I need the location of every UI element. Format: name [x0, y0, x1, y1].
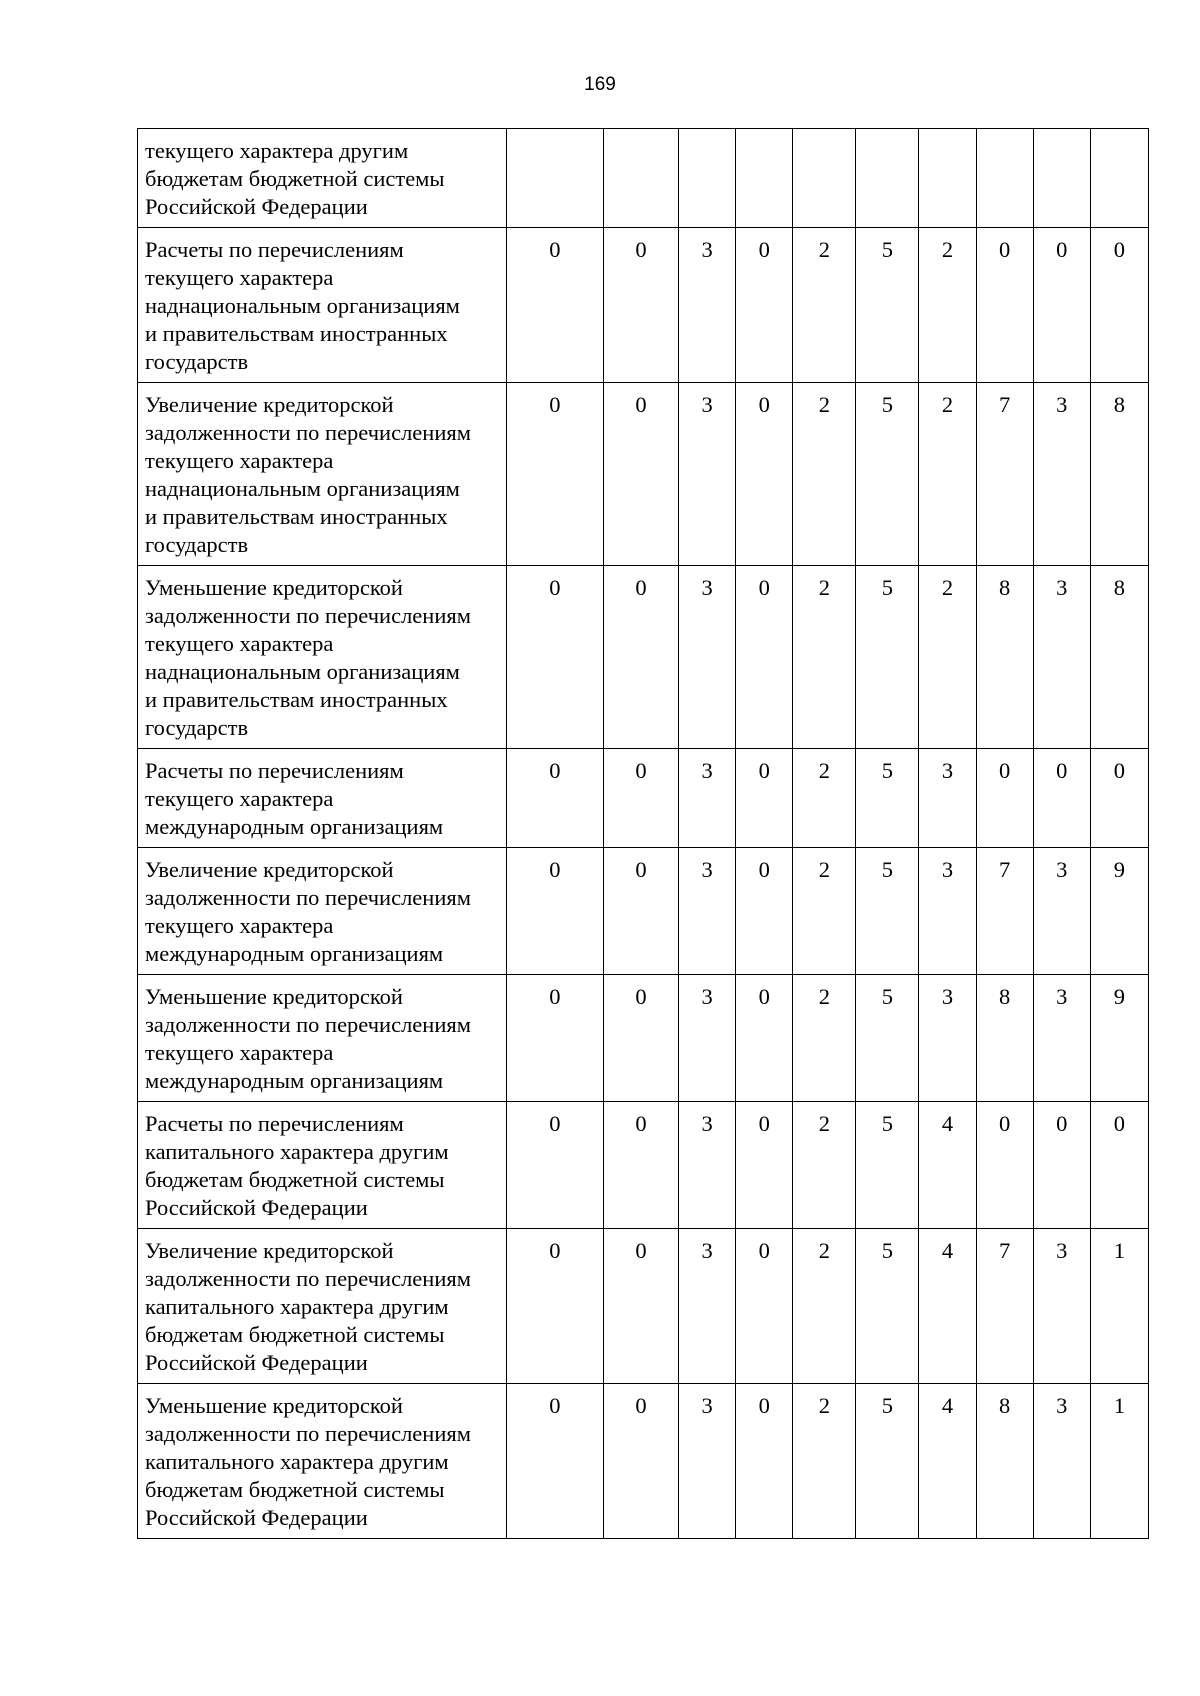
- code-digit-cell: [603, 129, 678, 228]
- description-line: Расчеты по перечислениям: [145, 1111, 404, 1136]
- code-digit-cell: 0: [603, 566, 678, 749]
- code-digit-cell: 0: [603, 383, 678, 566]
- code-digit-cell: 0: [506, 566, 603, 749]
- code-digit-cell: 0: [603, 848, 678, 975]
- code-digit-cell: 7: [976, 1229, 1033, 1384]
- table-row: [138, 566, 1149, 749]
- code-digit-cell: 0: [506, 1229, 603, 1384]
- code-digit-cell: 0: [506, 228, 603, 383]
- code-digit-cell: 5: [856, 975, 919, 1102]
- code-digit-cell: 5: [856, 848, 919, 975]
- row-description: [138, 848, 507, 975]
- description-line: текущего характера: [145, 786, 334, 811]
- description-line: наднациональным организациям: [145, 659, 460, 684]
- description-line: текущего характера: [145, 448, 334, 473]
- table-row: [138, 129, 1149, 228]
- code-digit-cell: [506, 129, 603, 228]
- code-digit-cell: 7: [976, 848, 1033, 975]
- code-digit-cell: 0: [736, 383, 793, 566]
- code-digit-cell: 3: [919, 749, 976, 848]
- description-line: Расчеты по перечислениям: [145, 758, 404, 783]
- code-digit-cell: 3: [1033, 975, 1090, 1102]
- code-digit-cell: 0: [736, 1384, 793, 1539]
- description-line: Уменьшение кредиторской: [145, 984, 403, 1009]
- row-description: [138, 129, 507, 228]
- code-digit-cell: 2: [793, 566, 856, 749]
- code-digit-cell: 0: [603, 228, 678, 383]
- code-digit-cell: 2: [793, 228, 856, 383]
- code-digit-cell: 9: [1090, 975, 1148, 1102]
- code-digit-cell: 3: [919, 848, 976, 975]
- description-line: Российской Федерации: [145, 194, 368, 219]
- table-row: [138, 1229, 1149, 1384]
- description-line: задолженности по перечислениям: [145, 1012, 471, 1037]
- row-description: [138, 1102, 507, 1229]
- description-line: задолженности по перечислениям: [145, 1421, 471, 1446]
- code-digit-cell: 2: [793, 1384, 856, 1539]
- row-description: [138, 1384, 507, 1539]
- description-line: и правительствам иностранных: [145, 321, 448, 346]
- description-line: государств: [145, 349, 249, 374]
- table-row: [138, 848, 1149, 975]
- code-digit-cell: 3: [1033, 1384, 1090, 1539]
- code-digit-cell: 2: [793, 749, 856, 848]
- code-digit-cell: 2: [919, 383, 976, 566]
- description-line: бюджетам бюджетной системы: [145, 166, 445, 191]
- code-digit-cell: [976, 129, 1033, 228]
- code-digit-cell: 0: [506, 383, 603, 566]
- code-digit-cell: 5: [856, 1384, 919, 1539]
- description-line: капитального характера другим: [145, 1449, 449, 1474]
- table-row: [138, 975, 1149, 1102]
- code-digit-cell: 0: [976, 749, 1033, 848]
- code-digit-cell: 4: [919, 1102, 976, 1229]
- description-line: бюджетам бюджетной системы: [145, 1477, 445, 1502]
- code-digit-cell: 4: [919, 1384, 976, 1539]
- code-digit-cell: 1: [1090, 1384, 1148, 1539]
- code-digit-cell: 5: [856, 228, 919, 383]
- code-digit-cell: 8: [1090, 383, 1148, 566]
- code-digit-cell: 0: [1033, 749, 1090, 848]
- code-digit-cell: 3: [679, 848, 736, 975]
- code-digit-cell: 5: [856, 383, 919, 566]
- code-digit-cell: 3: [679, 1384, 736, 1539]
- code-digit-cell: 2: [919, 228, 976, 383]
- code-digit-cell: 0: [1090, 749, 1148, 848]
- description-line: Расчеты по перечислениям: [145, 237, 404, 262]
- description-line: международным организациям: [145, 1068, 444, 1093]
- description-line: текущего характера: [145, 265, 334, 290]
- code-digit-cell: [856, 129, 919, 228]
- account-codes-table: [137, 128, 1149, 1539]
- code-digit-cell: 4: [919, 1229, 976, 1384]
- code-digit-cell: 3: [679, 1229, 736, 1384]
- page-number: 169: [584, 74, 616, 95]
- description-line: наднациональным организациям: [145, 293, 460, 318]
- code-digit-cell: 7: [976, 383, 1033, 566]
- code-digit-cell: 8: [976, 975, 1033, 1102]
- description-line: задолженности по перечислениям: [145, 603, 471, 628]
- code-digit-cell: 3: [679, 228, 736, 383]
- code-digit-cell: 2: [793, 848, 856, 975]
- code-digit-cell: 0: [736, 1229, 793, 1384]
- code-digit-cell: 2: [793, 1229, 856, 1384]
- code-digit-cell: 8: [1090, 566, 1148, 749]
- code-digit-cell: 3: [1033, 1229, 1090, 1384]
- code-digit-cell: 9: [1090, 848, 1148, 975]
- description-line: капитального характера другим: [145, 1294, 449, 1319]
- code-digit-cell: 3: [1033, 848, 1090, 975]
- code-digit-cell: 0: [506, 749, 603, 848]
- description-line: бюджетам бюджетной системы: [145, 1322, 445, 1347]
- code-digit-cell: 0: [736, 228, 793, 383]
- description-line: Увеличение кредиторской: [145, 392, 394, 417]
- description-line: капитального характера другим: [145, 1139, 449, 1164]
- code-digit-cell: 0: [603, 1229, 678, 1384]
- code-digit-cell: 2: [793, 1102, 856, 1229]
- code-digit-cell: 3: [679, 975, 736, 1102]
- code-digit-cell: [1090, 129, 1148, 228]
- code-digit-cell: 0: [506, 1102, 603, 1229]
- description-line: Уменьшение кредиторской: [145, 575, 403, 600]
- description-line: задолженности по перечислениям: [145, 1266, 471, 1291]
- code-digit-cell: 0: [736, 975, 793, 1102]
- row-description: [138, 975, 507, 1102]
- code-digit-cell: 2: [919, 566, 976, 749]
- code-digit-cell: 0: [603, 1384, 678, 1539]
- description-line: Уменьшение кредиторской: [145, 1393, 403, 1418]
- code-digit-cell: 0: [506, 1384, 603, 1539]
- code-digit-cell: 2: [793, 383, 856, 566]
- description-line: государств: [145, 715, 249, 740]
- table-row: [138, 1102, 1149, 1229]
- code-digit-cell: 0: [1033, 228, 1090, 383]
- description-line: Российской Федерации: [145, 1505, 368, 1530]
- description-line: текущего характера: [145, 1040, 334, 1065]
- description-line: текущего характера: [145, 913, 334, 938]
- code-digit-cell: 3: [679, 383, 736, 566]
- code-digit-cell: 5: [856, 749, 919, 848]
- description-line: задолженности по перечислениям: [145, 420, 471, 445]
- description-line: государств: [145, 532, 249, 557]
- code-digit-cell: 3: [679, 566, 736, 749]
- description-line: бюджетам бюджетной системы: [145, 1167, 445, 1192]
- row-description: [138, 228, 507, 383]
- description-line: Российской Федерации: [145, 1195, 368, 1220]
- row-description: [138, 566, 507, 749]
- description-line: Увеличение кредиторской: [145, 1238, 394, 1263]
- row-description: [138, 1229, 507, 1384]
- description-line: международным организациям: [145, 941, 444, 966]
- table-row: [138, 228, 1149, 383]
- description-line: и правительствам иностранных: [145, 687, 448, 712]
- description-line: и правительствам иностранных: [145, 504, 448, 529]
- table-row: [138, 749, 1149, 848]
- code-digit-cell: 0: [1090, 1102, 1148, 1229]
- code-digit-cell: 0: [1033, 1102, 1090, 1229]
- code-digit-cell: [1033, 129, 1090, 228]
- row-description: [138, 383, 507, 566]
- description-line: текущего характера: [145, 631, 334, 656]
- description-line: международным организациям: [145, 814, 444, 839]
- code-digit-cell: 0: [736, 848, 793, 975]
- code-digit-cell: 5: [856, 1102, 919, 1229]
- code-digit-cell: 0: [506, 975, 603, 1102]
- code-digit-cell: 5: [856, 566, 919, 749]
- code-digit-cell: 8: [976, 1384, 1033, 1539]
- code-digit-cell: 0: [736, 1102, 793, 1229]
- description-line: Российской Федерации: [145, 1350, 368, 1375]
- code-digit-cell: 2: [793, 975, 856, 1102]
- code-digit-cell: [919, 129, 976, 228]
- code-digit-cell: 0: [603, 975, 678, 1102]
- code-digit-cell: 1: [1090, 1229, 1148, 1384]
- description-line: наднациональным организациям: [145, 476, 460, 501]
- code-digit-cell: 0: [976, 1102, 1033, 1229]
- code-digit-cell: [736, 129, 793, 228]
- code-digit-cell: 3: [919, 975, 976, 1102]
- code-digit-cell: 0: [976, 228, 1033, 383]
- code-digit-cell: 0: [1090, 228, 1148, 383]
- code-digit-cell: 3: [1033, 383, 1090, 566]
- code-digit-cell: [679, 129, 736, 228]
- description-line: Увеличение кредиторской: [145, 857, 394, 882]
- table-body: [138, 129, 1149, 1539]
- code-digit-cell: 3: [679, 749, 736, 848]
- row-description: [138, 749, 507, 848]
- table-row: [138, 383, 1149, 566]
- code-digit-cell: 0: [736, 749, 793, 848]
- table-row: [138, 1384, 1149, 1539]
- description-line: текущего характера другим: [145, 138, 409, 163]
- description-line: задолженности по перечислениям: [145, 885, 471, 910]
- code-digit-cell: 3: [1033, 566, 1090, 749]
- code-digit-cell: 8: [976, 566, 1033, 749]
- code-digit-cell: 0: [603, 749, 678, 848]
- code-digit-cell: 0: [506, 848, 603, 975]
- code-digit-cell: 3: [679, 1102, 736, 1229]
- code-digit-cell: 5: [856, 1229, 919, 1384]
- code-digit-cell: [793, 129, 856, 228]
- code-digit-cell: 0: [736, 566, 793, 749]
- code-digit-cell: 0: [603, 1102, 678, 1229]
